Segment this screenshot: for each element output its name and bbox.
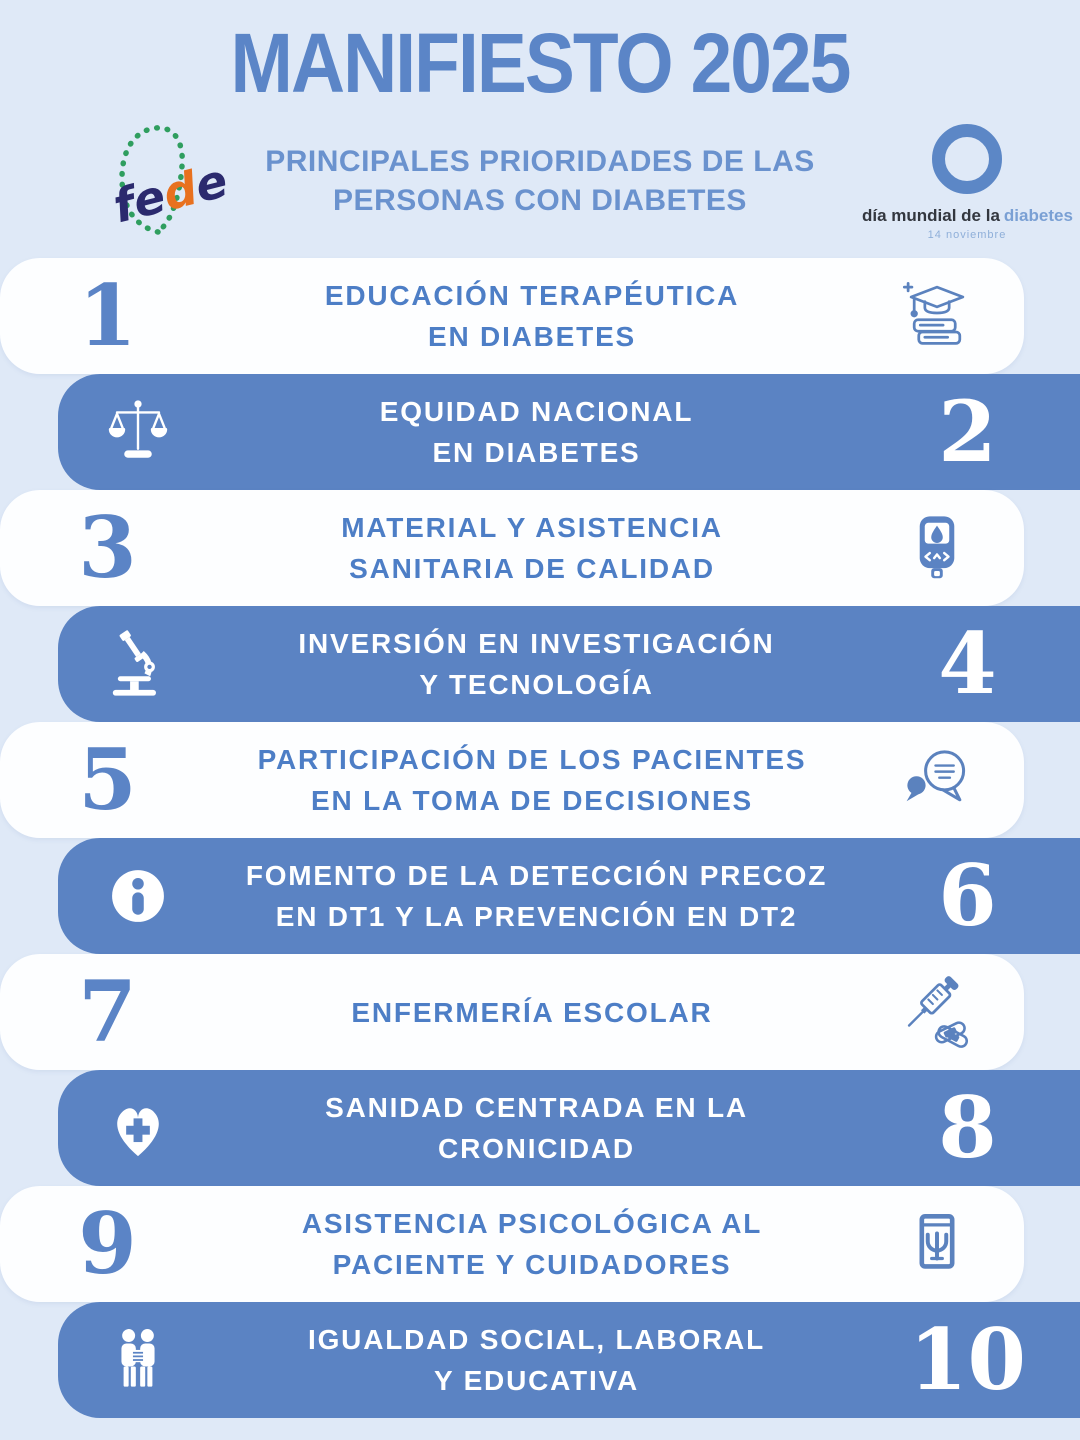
priority-number: 9 xyxy=(78,1194,137,1293)
priority-number: 7 xyxy=(78,962,137,1061)
priority-number: 3 xyxy=(78,498,137,597)
priority-row-2 xyxy=(58,374,1080,490)
priority-number: 2 xyxy=(938,382,997,481)
priority-text-line2: Y EDUCATIVA xyxy=(434,1365,639,1396)
priority-text-line2: EN LA TOMA DE DECISIONES xyxy=(311,785,753,816)
priority-text-line1: IGUALDAD SOCIAL, LABORAL xyxy=(308,1324,765,1355)
page-subtitle xyxy=(210,142,870,220)
syringe-plaster-icon xyxy=(897,972,977,1052)
info-icon xyxy=(102,860,174,932)
chat-bubbles-icon xyxy=(899,742,975,818)
priority-number: 6 xyxy=(938,846,997,945)
svg-text:fede: fede xyxy=(107,153,233,234)
priorities-list xyxy=(0,258,1080,1418)
priority-text-line1: EQUIDAD NACIONAL xyxy=(379,396,694,427)
priority-number: 4 xyxy=(938,614,997,713)
priority-text-line1: EDUCACIÓN TERAPÉUTICA xyxy=(324,280,740,311)
psychology-book-icon xyxy=(904,1206,970,1282)
priority-text-line2: Y TECNOLOGÍA xyxy=(419,669,654,700)
priority-row-4 xyxy=(58,606,1080,722)
priority-text-line1: INVERSIÓN EN INVESTIGACIÓN xyxy=(298,628,775,659)
wdd-date: 14 noviembre xyxy=(927,229,1007,241)
priority-row-8 xyxy=(58,1070,1080,1186)
glucose-meter-icon xyxy=(901,510,973,586)
priority-text-line2: EN DT1 Y LA PREVENCIÓN EN DT2 xyxy=(275,901,798,932)
priority-row-6 xyxy=(58,838,1080,954)
priority-row-7 xyxy=(0,954,1024,1070)
priority-number: 5 xyxy=(78,730,137,829)
priority-text-line1: FOMENTO DE LA DETECCIÓN PRECOZ xyxy=(245,860,828,891)
priority-text-line1: SANIDAD CENTRADA EN LA xyxy=(325,1092,748,1123)
balance-scales-icon xyxy=(103,397,173,467)
priority-number: 8 xyxy=(938,1078,997,1177)
page-title: MANIFIESTO 2025 xyxy=(230,15,850,111)
subtitle-line2: PERSONAS CON DIABETES xyxy=(333,184,747,217)
wdd-title: día mundial de la diabetes xyxy=(862,206,1073,225)
priority-text-line2: PACIENTE Y CUIDADORES xyxy=(332,1249,732,1280)
subtitle-line1: PRINCIPALES PRIORIDADES DE LAS xyxy=(265,145,815,178)
priority-text-line1: MATERIAL Y ASISTENCIA xyxy=(341,512,723,543)
priority-text-line1: ASISTENCIA PSICOLÓGICA AL xyxy=(301,1208,763,1239)
priority-number: 10 xyxy=(909,1310,1026,1409)
blue-circle-icon xyxy=(932,124,1002,194)
priority-number: 1 xyxy=(78,266,137,365)
graduation-books-icon xyxy=(899,278,975,354)
priority-text-line2: CRONICIDAD xyxy=(438,1133,635,1164)
priority-row-10 xyxy=(58,1302,1080,1418)
priority-row-3 xyxy=(0,490,1024,606)
priority-text-line1: ENFERMERÍA ESCOLAR xyxy=(351,996,713,1028)
people-icon xyxy=(102,1322,174,1398)
priority-text-line2: EN DIABETES xyxy=(432,437,641,468)
priority-row-5 xyxy=(0,722,1024,838)
heart-cross-icon xyxy=(101,1091,175,1165)
priority-text-line2: SANITARIA DE CALIDAD xyxy=(349,553,715,584)
microscope-icon xyxy=(102,628,174,700)
world-diabetes-day-logo xyxy=(862,124,1072,241)
priority-row-9 xyxy=(0,1186,1024,1302)
priority-text-line1: PARTICIPACIÓN DE LOS PACIENTES xyxy=(257,744,807,775)
priority-text-line2: EN DIABETES xyxy=(427,321,637,352)
priority-row-1 xyxy=(0,258,1024,374)
